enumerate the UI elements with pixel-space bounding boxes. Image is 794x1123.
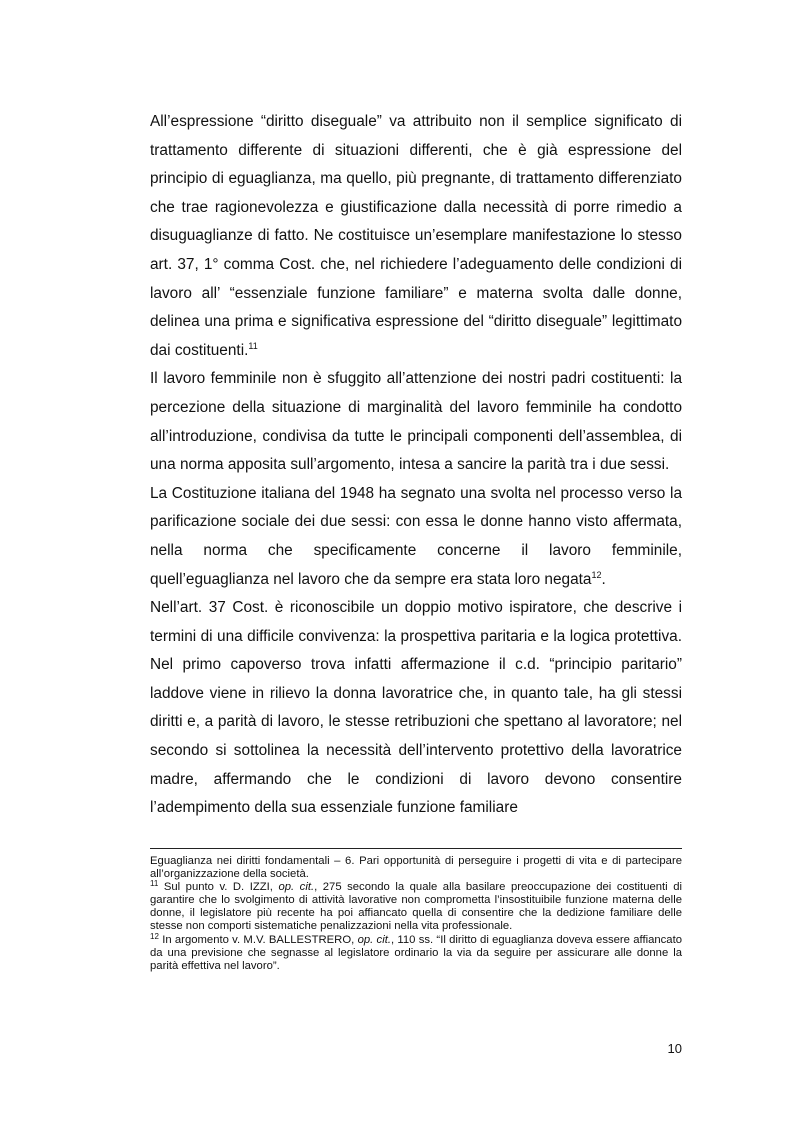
footnotes bbox=[150, 855, 682, 973]
paragraph-art-37: Nell’art. 37 Cost. è riconoscibile un doppio motivo ispiratore, che descrive i termini di una difficile convivenza: la prospettiva paritaria e la logica protettiva. Nel primo capoverso trova infatti affermazione il c.d. “principio paritario” laddove viene in rilievo la donna lavoratrice che, in quanto tale, ha gli stessi diritti e, a parità di lavoro, le stesse retribuzioni che spettano al lavoratore; nel secondo si sottolinea la necessità dell’intervento protettivo della lavoratrice madre, affermando che le condizioni di lavoro devono consentire l’adempimento della sua essenziale funzione familiare bbox=[150, 599, 682, 817]
page-number: 10 bbox=[667, 1041, 682, 1056]
footnote-separator bbox=[150, 848, 682, 849]
body-text bbox=[150, 108, 682, 823]
footnote-11: $^{11}$ Sul punto v. D. IZZI, op. cit., 275 secondo la quale alla basilare preoccupazione dei costituenti di garantire che lo svolgimento di attività lavorative non comprometta l’insostituibile funzione materna delle donne, il legislatore più recente ha poi affiancato quella di consentire che la dedizione familiare delle stesse non comporti sistematiche penalizzazioni nella vita professionale. bbox=[150, 879, 682, 933]
paragraph-diritto-diseguale: All’espressione “diritto diseguale” va attribuito non il semplice significato di trattamento differente di situazioni differenti, che è già espressione del principio di eguaglianza, ma quello, più pregnante, di trattamento differenziato che trae ragionevolezza e giustificazione dalla necessità di porre rimedio a disuguaglianze di fatto. Ne costituisce un’esemplare manifestazione lo stesso art. 37, 1° comma Cost. che, nel richiedere l’adeguamento delle condizioni di lavoro all’ “essenziale funzione familiare” e materna svolta dalle donne, delinea una prima e significativa espressione del “diritto diseguale” legittimato dai costituenti.$^{11}$ bbox=[150, 113, 682, 359]
footnote-12: $^{12}$ In argomento v. M.V. BALLESTRERO, op. cit., 110 ss. “Il diritto di eguaglianza doveva essere affiancato da una previsione che segnasse al legislatore ordinario la via da seguire per assicurare alle donne la parità effettiva nel lavoro”. bbox=[150, 931, 683, 972]
footnote-ref-11[interactable]: 11 bbox=[248, 340, 258, 351]
paragraph-costituzione-1948: La Costituzione italiana del 1948 ha segnato una svolta nel processo verso la parificazione sociale dei due sessi: con essa le donne hanno visto affermata, nella norma che specificamente concerne il lavoro femminile, quell’eguaglianza nel lavoro che da sempre era stata loro negata$^{12}$. bbox=[150, 484, 682, 588]
footnote-ref-12[interactable]: 12 bbox=[591, 569, 602, 580]
footnote-continued: Eguaglianza nei diritti fondamentali – 6. Pari opportunità di perseguire i progetti di vita e di partecipare all’organizzazione della società. bbox=[150, 855, 682, 881]
paragraph-lavoro-femminile: Il lavoro femminile non è sfuggito all’attenzione dei nostri padri costituenti: la percezione della situazione di marginalità del lavoro femminile ha condotto all’introduzione, condivisa da tutte le principali componenti dell’assemblea, di una norma apposita sull’argomento, intesa a sancire la parità tra i due sessi. bbox=[150, 370, 682, 474]
